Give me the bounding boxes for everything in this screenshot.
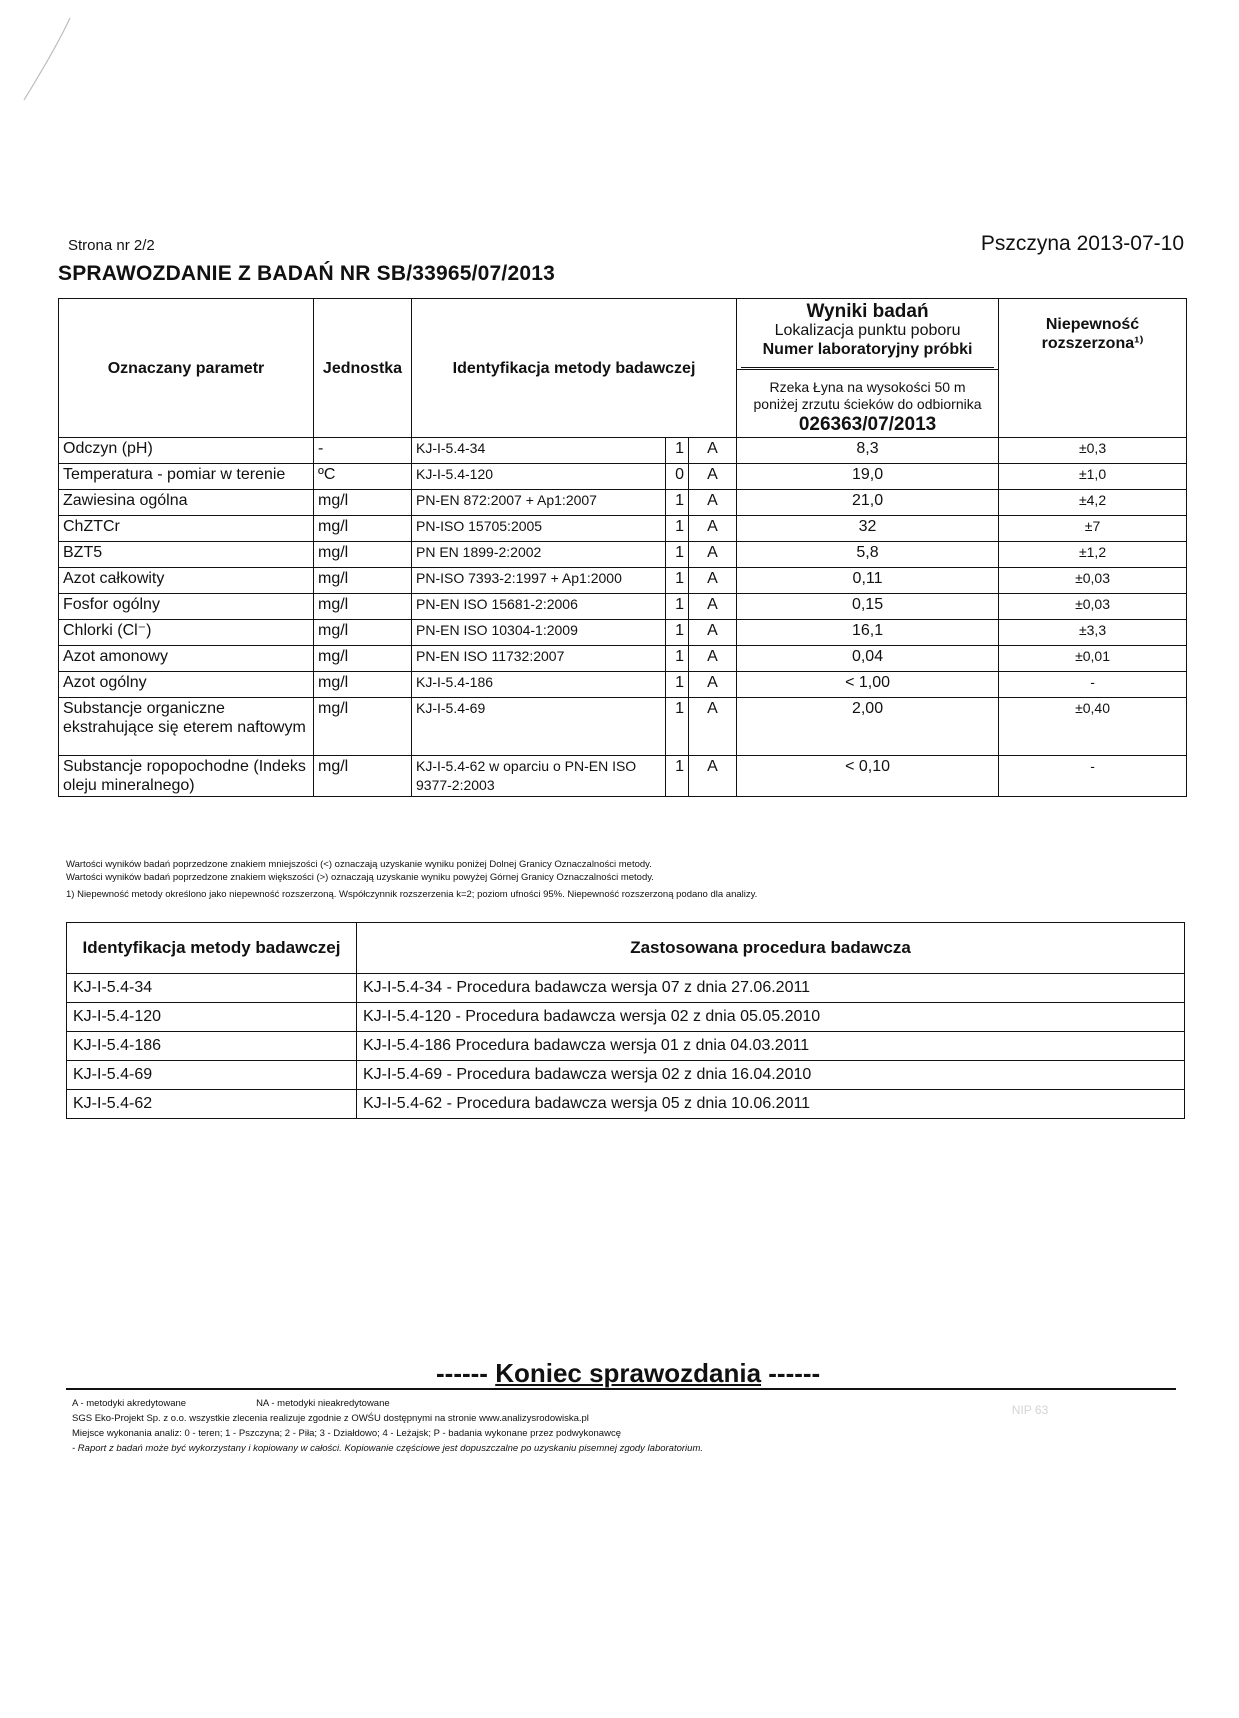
method-cell: KJ-I-5.4-62 w oparciu o PN-EN ISO 9377-2:2003 (412, 756, 666, 797)
results-table (58, 298, 1187, 797)
procedure-method-cell: KJ-I-5.4-69 (67, 1061, 357, 1090)
uncertainty-cell: ±0,40 (999, 698, 1187, 756)
parameter-cell: Chlorki (Cl⁻) (59, 620, 314, 646)
unit-cell: - (314, 438, 412, 464)
accreditation-cell: A (689, 672, 737, 698)
procedure-method-header: Identyfikacja metody badawczej (67, 923, 357, 974)
footer-company-line: SGS Eko-Projekt Sp. z o.o. wszystkie zlecenia realizuje zgodnie z OWŚU dostępnymi na stronie www.analizysrodowiska.pl (72, 1413, 589, 1424)
uncertainty-cell: ±4,2 (999, 490, 1187, 516)
uncertainty-cell: ±0,03 (999, 594, 1187, 620)
uncertainty-cell: - (999, 756, 1187, 797)
procedure-description-cell: KJ-I-5.4-62 - Procedura badawcza wersja 05 z dnia 10.06.2011 (357, 1090, 1185, 1119)
value-cell: < 0,10 (737, 756, 999, 797)
value-cell: 0,15 (737, 594, 999, 620)
method-cell: PN-EN ISO 15681-2:2006 (412, 594, 666, 620)
value-cell: 0,04 (737, 646, 999, 672)
report-title: SPRAWOZDANIE Z BADAŃ NR SB/33965/07/2013 (58, 262, 555, 285)
accreditation-cell: A (689, 698, 737, 756)
parameter-cell: Azot całkowity (59, 568, 314, 594)
procedure-description-cell: KJ-I-5.4-120 - Procedura badawcza wersja 02 z dnia 05.05.2010 (357, 1003, 1185, 1032)
parameter-cell: Substancje organiczne ekstrahujące się eterem naftowym (59, 698, 314, 756)
unit-cell: mg/l (314, 620, 412, 646)
legend-not-accredited: NA - metodyki nieakredytowane (256, 1398, 390, 1409)
uncertainty-header: Niepewność rozszerzona¹⁾ (999, 299, 1187, 438)
procedure-method-cell: KJ-I-5.4-62 (67, 1090, 357, 1119)
end-dashes-right: ------ (768, 1358, 821, 1388)
parameter-cell: Substancje ropopochodne (Indeks oleju mineralnego) (59, 756, 314, 797)
page-header (68, 232, 1184, 256)
method-cell: PN-EN ISO 11732:2007 (412, 646, 666, 672)
parameter-cell: Zawiesina ogólna (59, 490, 314, 516)
value-cell: 5,8 (737, 542, 999, 568)
parameter-cell: Odczyn (pH) (59, 438, 314, 464)
accreditation-cell: A (689, 568, 737, 594)
result-row (59, 490, 1187, 516)
value-cell: < 1,00 (737, 672, 999, 698)
accreditation-cell: A (689, 464, 737, 490)
unit-cell: mg/l (314, 490, 412, 516)
unit-cell: mg/l (314, 698, 412, 756)
uncertainty-cell: ±0,03 (999, 568, 1187, 594)
accreditation-cell: A (689, 490, 737, 516)
result-row (59, 698, 1187, 756)
result-row (59, 756, 1187, 797)
note-below-limit: Wartości wyników badań poprzedzone znakiem mniejszości (<) oznaczają uzyskanie wyniku poniżej Dolnej Granicy Oznaczalności metody. (66, 859, 652, 870)
method-cell: PN-ISO 15705:2005 (412, 516, 666, 542)
parameter-cell: Azot amonowy (59, 646, 314, 672)
unit-cell: mg/l (314, 568, 412, 594)
method-cell: PN-ISO 7393-2:1997 + Ap1:2000 (412, 568, 666, 594)
procedure-method-cell: KJ-I-5.4-120 (67, 1003, 357, 1032)
result-row (59, 516, 1187, 542)
unit-header: Jednostka (314, 299, 412, 438)
accreditation-cell: A (689, 620, 737, 646)
unit-cell: mg/l (314, 756, 412, 797)
uncertainty-cell: ±1,2 (999, 542, 1187, 568)
parameter-cell: BZT5 (59, 542, 314, 568)
lab-number-label: Numer laboratoryjny próbki (762, 341, 973, 358)
sample-location: Rzeka Łyna na wysokości 50 m poniżej zrzutu ścieków do odbiornika (753, 379, 982, 412)
sampling-location-label: Lokalizacja punktu poboru (774, 322, 961, 339)
place-cell: 1 (666, 620, 689, 646)
unit-cell: mg/l (314, 516, 412, 542)
value-cell: 8,3 (737, 438, 999, 464)
result-row (59, 620, 1187, 646)
pen-mark (18, 14, 78, 104)
footer-locations-line: Miejsce wykonania analiz: 0 - teren; 1 - Pszczyna; 2 - Piła; 3 - Działdowo; 4 - Leżajsk; P - badania wykonane przez podwykonawcę (72, 1428, 621, 1439)
method-header: Identyfikacja metody badawczej (412, 299, 737, 438)
place-date: Pszczyna 2013-07-10 (980, 232, 1184, 255)
result-row (59, 464, 1187, 490)
uncertainty-cell: ±0,3 (999, 438, 1187, 464)
parameter-cell: Temperatura - pomiar w terenie (59, 464, 314, 490)
faded-stamp (880, 1402, 1180, 1418)
results-header-row (59, 299, 1187, 370)
procedure-description-cell: KJ-I-5.4-34 - Procedura badawcza wersja 07 z dnia 27.06.2011 (357, 974, 1185, 1003)
result-row (59, 568, 1187, 594)
results-header (737, 299, 999, 370)
parameter-cell: ChZTCr (59, 516, 314, 542)
procedures-table (66, 922, 1185, 1119)
result-row (59, 438, 1187, 464)
uncertainty-cell: ±7 (999, 516, 1187, 542)
accreditation-cell: A (689, 756, 737, 797)
stamp-nip: NIP 63 (1011, 1403, 1049, 1417)
value-cell: 2,00 (737, 698, 999, 756)
result-notes (66, 858, 1186, 901)
procedure-row (67, 1061, 1185, 1090)
end-of-report-text: Koniec sprawozdania (495, 1358, 762, 1388)
place-cell: 1 (666, 756, 689, 797)
end-dashes-left: ------ (436, 1358, 488, 1388)
sample-header (737, 370, 999, 438)
place-cell: 1 (666, 672, 689, 698)
uncertainty-cell: ±3,3 (999, 620, 1187, 646)
results-title: Wyniki badań (806, 301, 929, 322)
unit-cell: mg/l (314, 672, 412, 698)
value-cell: 16,1 (737, 620, 999, 646)
footer (72, 1396, 912, 1456)
procedures-header-row (67, 923, 1185, 974)
method-cell: KJ-I-5.4-69 (412, 698, 666, 756)
legend-accredited: A - metodyki akredytowane (72, 1398, 187, 1409)
place-cell: 1 (666, 594, 689, 620)
place-cell: 1 (666, 516, 689, 542)
procedure-description-cell: KJ-I-5.4-69 - Procedura badawcza wersja 02 z dnia 16.04.2010 (357, 1061, 1185, 1090)
value-cell: 32 (737, 516, 999, 542)
place-cell: 1 (666, 542, 689, 568)
procedure-row (67, 1032, 1185, 1061)
procedure-method-cell: KJ-I-5.4-34 (67, 974, 357, 1003)
method-cell: PN EN 1899-2:2002 (412, 542, 666, 568)
procedure-header: Zastosowana procedura badawcza (357, 923, 1185, 974)
place-cell: 1 (666, 568, 689, 594)
procedure-row (67, 974, 1185, 1003)
method-cell: PN-EN 872:2007 + Ap1:2007 (412, 490, 666, 516)
end-of-report (436, 1358, 820, 1389)
place-cell: 0 (666, 464, 689, 490)
method-cell: PN-EN ISO 10304-1:2009 (412, 620, 666, 646)
accreditation-legend (72, 1396, 912, 1411)
sample-lab-number: 026363/07/2013 (798, 414, 937, 435)
procedure-row (67, 1003, 1185, 1032)
uncertainty-cell: - (999, 672, 1187, 698)
footer-rule (66, 1388, 1176, 1390)
place-cell: 1 (666, 698, 689, 756)
result-row (59, 672, 1187, 698)
parameter-cell: Azot ogólny (59, 672, 314, 698)
unit-cell: ºC (314, 464, 412, 490)
uncertainty-cell: ±1,0 (999, 464, 1187, 490)
result-row (59, 594, 1187, 620)
accreditation-cell: A (689, 516, 737, 542)
parameter-cell: Fosfor ogólny (59, 594, 314, 620)
method-cell: KJ-I-5.4-34 (412, 438, 666, 464)
uncertainty-cell: ±0,01 (999, 646, 1187, 672)
footer-copy-line: - Raport z badań może być wykorzystany i kopiowany w całości. Kopiowanie częściowe jest dopuszczalne po uzyskaniu pisemnej zgody laboratorium. (72, 1443, 703, 1454)
accreditation-cell: A (689, 594, 737, 620)
procedure-description-cell: KJ-I-5.4-186 Procedura badawcza wersja 01 z dnia 04.03.2011 (357, 1032, 1185, 1061)
value-cell: 21,0 (737, 490, 999, 516)
unit-cell: mg/l (314, 542, 412, 568)
place-cell: 1 (666, 438, 689, 464)
unit-cell: mg/l (314, 646, 412, 672)
method-cell: KJ-I-5.4-186 (412, 672, 666, 698)
procedure-method-cell: KJ-I-5.4-186 (67, 1032, 357, 1061)
note-above-limit: Wartości wyników badań poprzedzone znakiem większości (>) oznaczają uzyskanie wyniku powyżej Górnej Granicy Oznaczalności metody. (66, 872, 654, 883)
value-cell: 0,11 (737, 568, 999, 594)
accreditation-cell: A (689, 542, 737, 568)
unit-cell: mg/l (314, 594, 412, 620)
page-number: Strona nr 2/2 (68, 237, 155, 254)
result-row (59, 646, 1187, 672)
result-row (59, 542, 1187, 568)
value-cell: 19,0 (737, 464, 999, 490)
note-uncertainty: 1) Niepewność metody określono jako niepewność rozszerzoną. Współczynnik rozszerzenia k=2; poziom ufności 95%. Niepewność rozszerzoną podano dla analizy. (66, 889, 758, 900)
method-cell: KJ-I-5.4-120 (412, 464, 666, 490)
parameter-header: Oznaczany parametr (59, 299, 314, 438)
place-cell: 1 (666, 490, 689, 516)
accreditation-cell: A (689, 646, 737, 672)
procedure-row (67, 1090, 1185, 1119)
place-cell: 1 (666, 646, 689, 672)
accreditation-cell: A (689, 438, 737, 464)
